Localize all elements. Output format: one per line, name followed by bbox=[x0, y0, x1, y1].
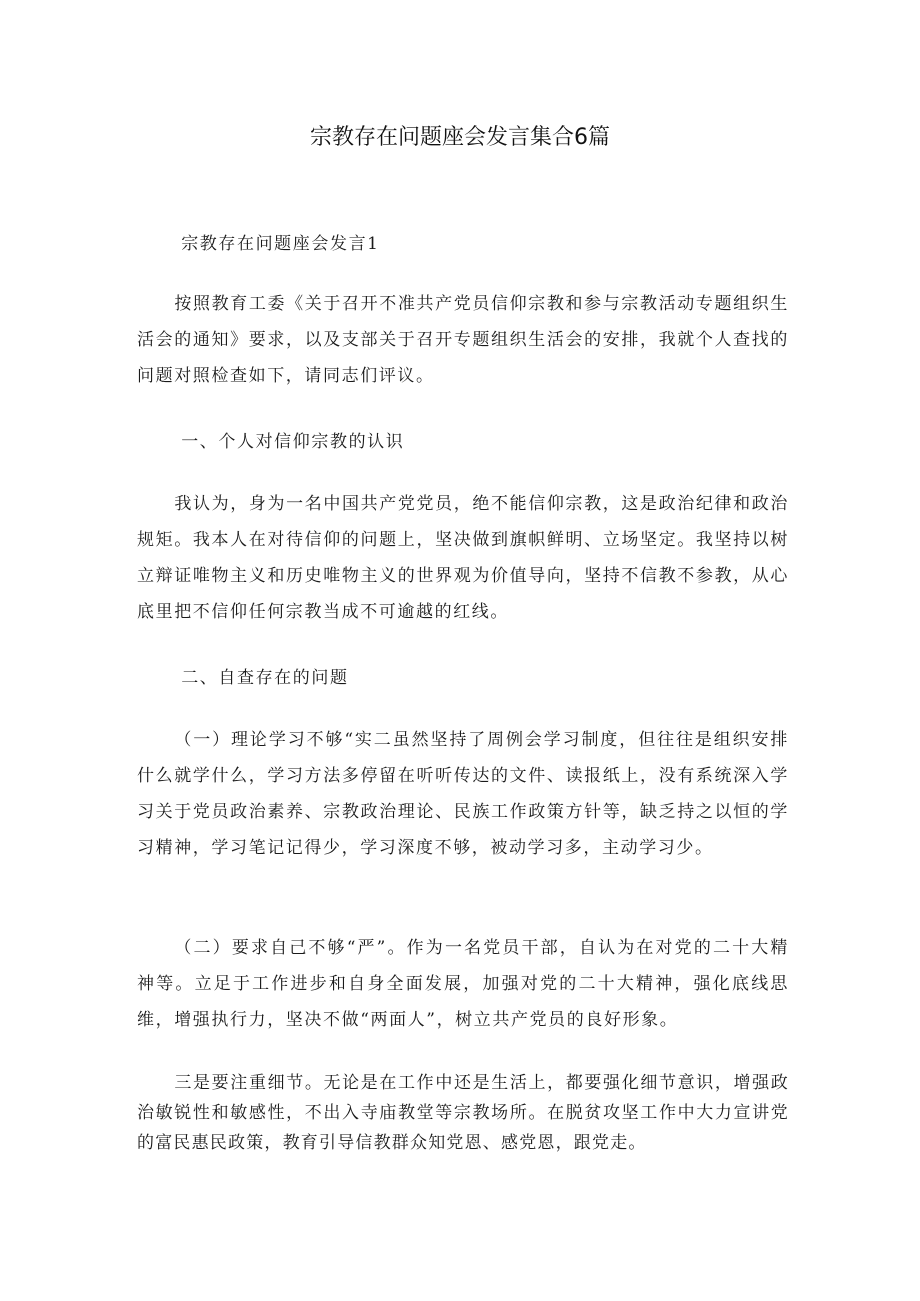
section-heading-self-check: 二、自查存在的问题 bbox=[181, 668, 349, 688]
paragraph-intro: 按照教育工委《关于召开不准共产党员信仰宗教和参与宗教活动专题组织生活会的通知》要求，以及支部关于召开专题组织生活会的安排，我就个人查找的问题对照检查如下，请同志们评议。 bbox=[137, 294, 789, 386]
paragraph-personal-understanding: 我认为，身为一名中国共产党党员，绝不能信仰宗教，这是政治纪律和政治规矩。我本人在对待信仰的问题上，坚决做到旗帜鲜明、立场坚定。我坚持以树立辩证唯物主义和历史唯物主义的世界观为价值导向，坚持不信教不参教，从心底里把不信仰任何宗教当成不可逾越的红线。 bbox=[137, 494, 789, 622]
paragraph-issue-1: （一）理论学习不够“实二虽然坚持了周例会学习制度，但往往是组织安排什么就学什么，学习方法多停留在听听传达的文件、读报纸上，没有系统深入学习关于党员政治素养、宗教政治理论、民族工作政策方针等，缺乏持之以恒的学习精神，学习笔记记得少，学习深度不够，被动学习多，主动学习少。 bbox=[137, 730, 789, 858]
paragraph-issue-2: （二）要求自己不够“严”。作为一名党员干部，自认为在对党的二十大精神等。立足于工作进步和自身全面发展，加强对党的二十大精神，强化底线思维，增强执行力，坚决不做“两面人”，树立共产党员的良好形象。 bbox=[137, 938, 789, 1030]
paragraph-point-3: 三是要注重细节。无论是在工作中还是生活上，都要强化细节意识，增强政治敏锐性和敏感性，不出入寺庙教堂等宗教场所。在脱贫攻坚工作中大力宣讲党的富民惠民政策，教育引导信教群众知党恩、感党恩，跟党走。 bbox=[137, 1073, 789, 1153]
section-heading-personal-understanding: 一、个人对信仰宗教的认识 bbox=[181, 432, 405, 452]
section-heading-speech-1: 宗教存在问题座会发言1 bbox=[181, 234, 380, 254]
document-title: 宗教存在问题座会发言集合6篇 bbox=[310, 125, 610, 150]
